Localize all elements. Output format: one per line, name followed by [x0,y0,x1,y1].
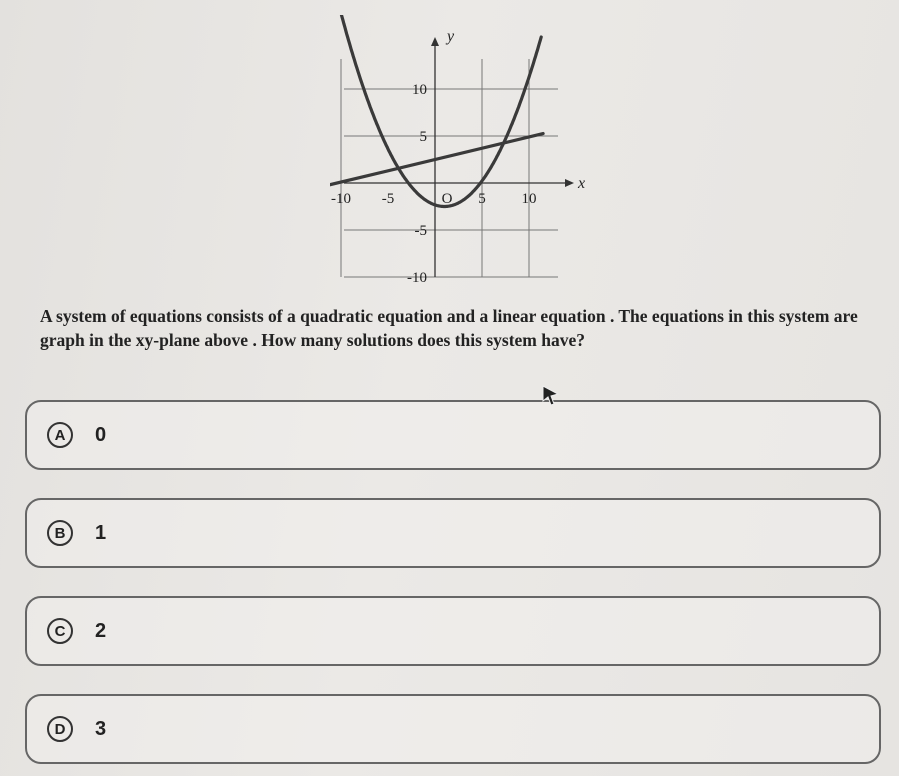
y-axis-label: y [447,28,455,45]
axis-labels [331,28,585,286]
y-tick-label: 10 [412,82,427,98]
x-tick-label: 5 [478,191,486,207]
x-tick-label: -10 [331,191,351,207]
choice-value-d: 3 [95,717,107,740]
choice-letter-c: C [47,618,73,644]
choice-value-a: 0 [95,423,107,446]
x-axis-arrow [565,179,574,187]
y-tick-label: 5 [419,129,427,145]
choice-letter-a: A [47,422,73,448]
y-tick-label: -5 [414,223,427,239]
mouse-cursor-icon [540,384,562,408]
x-tick-label: O [441,191,453,207]
axes [344,37,574,277]
choice-value-b: 1 [95,521,107,544]
choice-letter-d: D [47,716,73,742]
linear-line [330,134,543,187]
coordinate-graph [330,15,590,295]
choice-letter-b: B [47,520,73,546]
x-tick-label: -5 [381,191,395,207]
x-tick-label: 10 [521,191,537,207]
answer-choice-c[interactable] [25,596,881,666]
answer-choice-b[interactable] [25,498,881,568]
x-axis-label: x [578,175,586,192]
answer-choice-d[interactable] [25,694,881,764]
y-tick-label: -10 [407,270,427,286]
choice-value-c: 2 [95,619,107,642]
y-axis-arrow [431,37,439,46]
answer-choice-a[interactable] [25,400,881,470]
question-text: A system of equations consists of a quadratic equation and a linear equation . The equations in this system are graph in the xy-plane above . How many solutions does this system have? [40,306,858,350]
